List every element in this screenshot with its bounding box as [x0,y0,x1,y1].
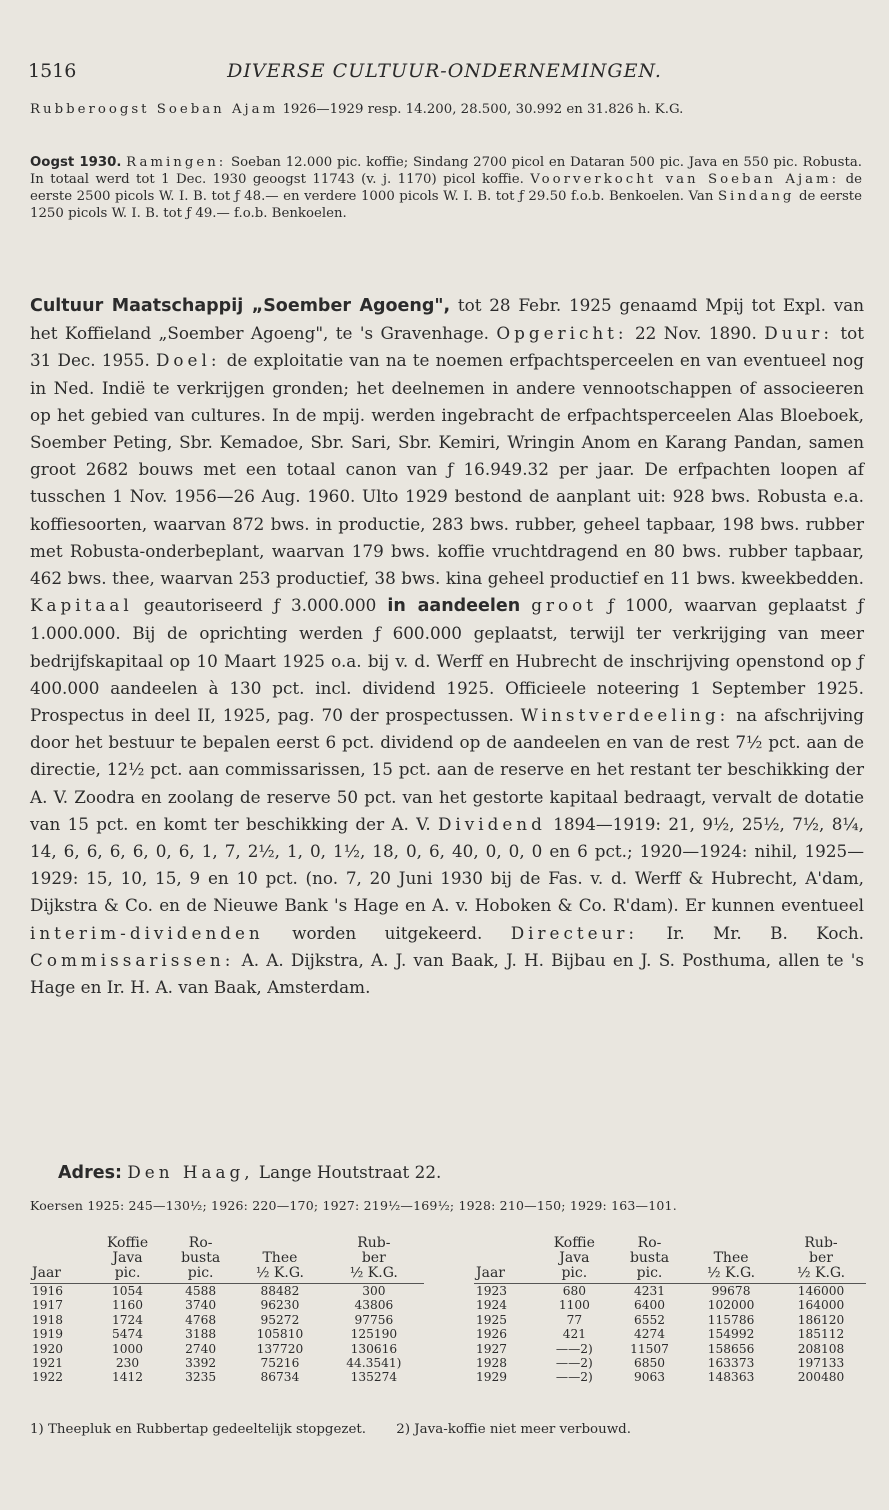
rubberoogst-paragraph [30,101,862,118]
col-header: Ro- [188,1235,213,1251]
table-cell: 163373 [707,1356,755,1371]
table-cell: 680 [562,1284,586,1298]
col-header: ½ K.G. [324,1266,424,1284]
col-header: pic. [90,1266,165,1284]
footnote-1: 1) Theepluk en Rubbertap gedeeltelijk stopgezet. [30,1422,367,1437]
table-cell: ——2) [555,1341,593,1356]
table-cell: 1922 [32,1370,64,1385]
table-row [30,1313,424,1327]
directeur-text: Ir. Mr. B. Koch. [666,922,864,943]
table-cell: 105810 [256,1327,304,1342]
table-cell: 5474 [112,1327,144,1342]
table-cell: 88482 [260,1284,300,1298]
commissarissen-label: Commissarissen: [30,949,235,970]
table-row [474,1298,866,1312]
table-cell: 96230 [260,1298,300,1313]
table-row [474,1284,866,1299]
ramingen-label: Ramingen: [126,155,227,170]
col-header: ½ K.G. [236,1266,323,1284]
rubberoogst-text: 1926—1929 resp. 14.200, 28.500, 30.992 en 31.826 h. K.G. [282,102,684,117]
directeur-label: Directeur: [510,922,639,943]
col-header: Thee [713,1250,749,1266]
col-header: Jaar [30,1266,90,1284]
col-header: busta [181,1250,221,1266]
table-cell: 9063 [633,1370,666,1385]
col-header [30,1236,90,1251]
table-row [474,1327,866,1341]
table-cell: 1926 [476,1327,508,1342]
oogst-paragraph [30,154,862,222]
production-table-left [30,1236,424,1385]
table-cell: 97756 [354,1312,394,1327]
table-cell: 146000 [797,1284,845,1298]
company-entry [30,292,864,1001]
header-row-bottom [30,1266,424,1284]
table-cell: 95272 [260,1312,300,1327]
table-cell: 1924 [476,1298,508,1313]
table-cell: 3235 [185,1370,217,1385]
table-cell: 1916 [32,1284,64,1298]
table-cell: 148363 [707,1370,755,1385]
table-row [30,1370,424,1384]
winstverdeeling-text: na afschrijving door het bestuur te bepalen eerst 6 pct. dividend op de aandeelen en van de rest 7½ pct. aan de directie, 12½ pct. aan commissarissen, 15 pct. aan de reserve en het restant ter beschikking der A. V. Zoodra en zoolang de reserve 50 pct. van het gestorte kapitaal bedraagt, vervalt de dotatie van 15 pct. en komt ter beschikking der A. V. [30,705,864,834]
table-row [474,1370,866,1384]
table-cell: 230 [115,1356,140,1371]
table-cell: 4274 [633,1327,666,1342]
table-cell: 11507 [630,1341,669,1356]
table-cell: 1054 [112,1284,144,1298]
company-name: Cultuur Maatschappij „Soember Agoeng", [30,296,451,316]
header-row-mid [30,1251,424,1266]
table-cell: 44.3541) [346,1356,402,1371]
col-header [474,1251,536,1266]
table-row [474,1313,866,1327]
duur-label: Duur: [764,323,833,344]
table-cell: 208108 [797,1341,845,1356]
table-cell: 1160 [112,1298,144,1313]
table-cell: 154992 [707,1327,755,1342]
table-cell: 185112 [797,1327,845,1342]
table-cell: 115786 [707,1312,755,1327]
table-cell: 4231 [633,1284,666,1298]
table-cell: 300 [362,1284,386,1298]
aandeelen-text: ƒ 1000, waarvan geplaatst ƒ 1.000.000. Bij de oprichting werden ƒ 600.000 geplaatst, terwijl ter verkrijging van meer bedrijfskapitaal op 10 Maart 1925 o.a. bij v. d. Werff en Hubrecht de inschrijving openstond op ƒ 400.000 aandeelen à 130 pct. incl. dividend 1925. Officieele noteering 1 September 1925. Prospectus in deel II, 1925, pag. 70 der prospectussen. [30,595,864,726]
col-header [30,1251,90,1266]
table-cell: 1412 [112,1370,144,1385]
col-header: pic. [165,1266,236,1284]
table-cell: 158656 [707,1341,755,1356]
dividend-text: 1894—1919: 21, 9½, 25½, 7½, 8¼, 14, 6, 6, 6, 6, 0, 6, 1, 7, 2½, 1, 0, 1½, 18, 0, 6, 40, 0, 0, 0 en 6 pct.; 1920—1924: nihil, 1925—1929: 15, 10, 15, 9 en 10 pct. (no. 7, 20 Juni 1930 bij de Fas. v. d. Werff & Hubrecht, A'dam, Dijkstra & Co. en de Nieuwe Bank 's Hage en A. v. Hoboken & Co. R'dam). Er kunnen eventueel [30,813,864,916]
table-cell: 186120 [797,1312,845,1327]
table-row [30,1298,424,1312]
table-row [30,1356,424,1370]
aandeelen-label: in aandeelen [387,596,521,617]
col-header [686,1236,776,1251]
interim-text: worden uitgekeerd. [292,922,483,943]
table-row [30,1327,424,1341]
col-header: Koffie [553,1235,595,1251]
duur-text: tot 31 Dec. 1955. [30,323,864,371]
table-cell: 200480 [797,1370,845,1385]
col-header [236,1236,323,1251]
col-header: Koffie [106,1235,149,1251]
table-cell: 1724 [112,1312,144,1327]
interim-label: interim-dividenden [30,922,264,943]
table-cell: ——2) [555,1370,593,1385]
doel-label: Doel: [155,350,221,371]
doel-text: de exploitatie van na te noemen erfpachtsperceelen en van eventueel nog in Ned. Indië te verkrijgen gronden; het deelnemen in andere vennootschappen of associeeren op het gebied van cultures. In de mpij. werden ingebracht de erfpachtsperceelen Alas Bloeboek, Soember Peting, Sbr. Kemadoe, Sbr. Sari, Sbr. Kemiri, Wringin Anom en Karang Pandan, samen groot 2682 bouws met een totaal canon van ƒ 16.949.32 per jaar. De erfpachten loopen af tusschen 1 Nov. 1956—26 Aug. 1960. Ulto 1929 bestond de aanplant uit: 928 bws. Robusta e.a. koffiesoorten, waarvan 872 bws. in productie, 283 bws. rubber, geheel tapbaar, 198 bws. rubber met Robusta-onderbeplant, waarvan 179 bws. koffie vruchtdragend en 80 bws. rubber tapbaar, 462 bws. thee, waarvan 253 productief, 38 bws. kina geheel productief en 11 bws. kweekbedden. [30,350,864,589]
table-cell: 1100 [558,1298,590,1313]
table-cell: 3188 [185,1327,217,1342]
col-header: ½ K.G. [776,1266,866,1284]
table-cell: 2740 [185,1341,217,1356]
col-header: Jaar [474,1266,536,1284]
header-row-mid [474,1251,866,1266]
table-cell: 99678 [711,1284,751,1298]
voorverkocht-text: de eerste 2500 picols W. I. B. tot ƒ 48.— en verdere 1000 picols W. I. B. tot ƒ 29.50 f.o.b. Benkoelen. Van [30,172,862,204]
rubberoogst-label: Rubberoogst Soeban Ajam [30,102,279,117]
table-cell: 1918 [32,1312,64,1327]
dividend-label: Dividend [437,813,546,834]
page-header [28,60,861,90]
col-header: pic. [536,1266,613,1284]
table-cell: 4588 [185,1284,217,1298]
production-tables [30,1236,862,1418]
header-row-top [474,1236,866,1251]
winstverdeeling-label: Winstverdeeling: [520,705,730,726]
table-cell: 3392 [185,1356,217,1371]
table-cell: ——2) [555,1356,593,1371]
table-cell: 125190 [350,1327,398,1342]
table-cell: 75216 [260,1356,300,1371]
table-cell: 137720 [256,1341,304,1356]
kapitaal-label: Kapitaal [30,595,133,616]
col-header: ber [809,1250,833,1266]
col-header: Ro- [637,1235,662,1251]
production-table-right [474,1236,866,1385]
adres-city: Den Haag, [127,1162,254,1182]
table-cell: 6850 [633,1356,666,1371]
footnote-2: 2) Java-koffie niet meer verbouwd. [396,1422,631,1437]
company-intro: tot 28 Febr. 1925 genaamd Mpij tot Expl. van het Koffieland „Soember Agoeng", te 's Gravenhage. [30,295,865,344]
table-cell: 4768 [185,1312,217,1327]
share-quotes: Koersen 1925: 245—130½; 1926: 220—170; 1927: 219½—169½; 1928: 210—150; 1929: 163—101. [30,1198,677,1213]
table-cell: 1925 [476,1312,508,1327]
opgericht-label: Opgericht: [496,323,628,344]
table-cell: 3740 [185,1298,217,1313]
table-cell: 1927 [476,1341,508,1356]
table-cell: 102000 [707,1298,755,1313]
header-row-bottom [474,1266,866,1284]
address-line [58,1159,441,1187]
opgericht-text: 22 Nov. 1890. [634,323,757,344]
table-row [474,1342,866,1356]
ramingen-text: Soeban 12.000 pic. koffie; Sindang 2700 picol en Dataran 500 pic. Java en 550 pic. Robusta. In totaal werd tot 1 Dec. 1930 geoogst 11743 (v. j. 1170) picol koffie. [30,155,862,187]
table-cell: 135274 [350,1370,398,1385]
col-header: Rub- [804,1235,838,1251]
running-title: DIVERSE CULTUUR-ONDERNEMINGEN. [227,60,662,82]
voorverkocht-label: Voorverkocht van Soeban Ajam: [530,172,840,187]
table-cell: 86734 [260,1370,300,1385]
table-cell: 197133 [797,1356,845,1371]
table-cell: 1920 [32,1341,64,1356]
kapitaal-text: geautoriseerd ƒ 3.000.000 [143,595,377,616]
header-row-top [30,1236,424,1251]
table-cell: 164000 [797,1298,845,1313]
page-number: 1516 [28,60,77,82]
col-header: Thee [262,1250,298,1266]
col-header: busta [629,1250,670,1266]
adres-label: Adres: [58,1163,122,1183]
col-header: Java [112,1250,143,1266]
table-cell: 6400 [633,1298,666,1313]
table-cell: 1928 [476,1356,508,1371]
table-cell: 43806 [354,1298,394,1313]
table-cell: 1923 [476,1284,508,1298]
table-row [30,1284,424,1299]
table-cell: 1000 [112,1341,144,1356]
footnotes [30,1422,862,1437]
table-cell: 1929 [476,1370,508,1385]
sindang-label: Sindang [717,189,795,204]
table-row [474,1356,866,1370]
table-cell: 1919 [32,1327,64,1342]
table-cell: 6552 [633,1312,666,1327]
table-cell: 77 [566,1312,583,1327]
oogst-label: Oogst 1930. [30,155,122,170]
col-header: ber [361,1250,386,1266]
table-cell: 130616 [350,1341,398,1356]
groot-label: groot [531,595,597,616]
commissarissen-text: A. A. Dijkstra, A. J. van Baak, J. H. Bijbau en J. S. Posthuma, allen te 's Hage en Ir. H. A. van Baak, Amsterdam. [30,949,864,998]
col-header: Java [559,1250,590,1266]
table-cell: 421 [562,1327,586,1342]
table-cell: 1921 [32,1356,64,1371]
adres-text: Lange Houtstraat 22. [258,1162,442,1182]
col-header [474,1236,536,1251]
col-header: Rub- [357,1235,391,1251]
table-cell: 1917 [32,1298,64,1313]
col-header: pic. [613,1266,686,1284]
sindang-text: de eerste 1250 picols W. I. B. tot ƒ 49.— f.o.b. Benkoelen. [30,189,862,221]
table-row [30,1342,424,1356]
col-header: ½ K.G. [686,1266,776,1284]
